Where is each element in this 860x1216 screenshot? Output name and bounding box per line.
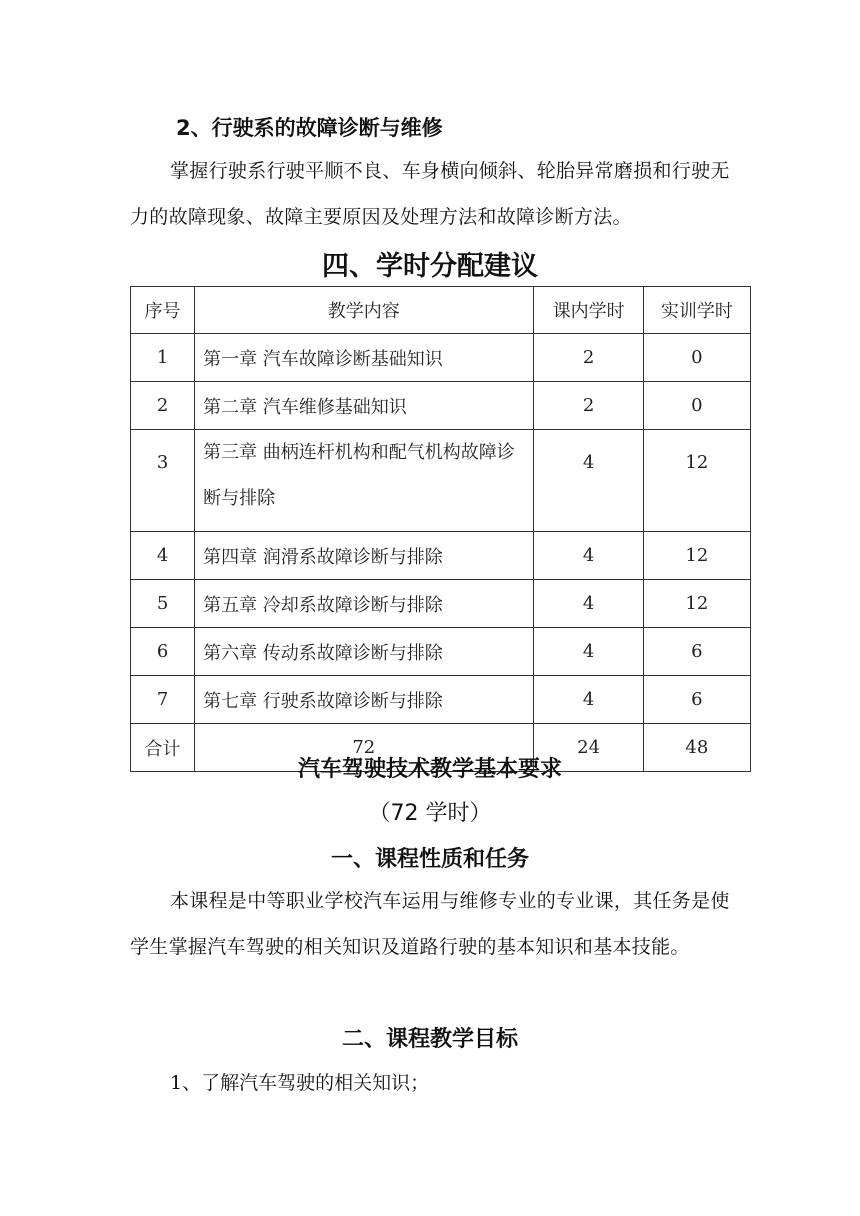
section-one-heading: 一、课程性质和任务 [330, 847, 529, 872]
row-content: 第六章 传动系故障诊断与排除 [195, 628, 534, 676]
table-row [131, 628, 751, 676]
row-content: 第七章 行驶系故障诊断与排除 [195, 676, 534, 724]
row-content: 第一章 汽车故障诊断基础知识 [195, 334, 534, 382]
row-content: 第四章 润滑系故障诊断与排除 [195, 532, 534, 580]
section-paragraph: 掌握行驶系行驶平顺不良、车身横向倾斜、轮胎异常磨损和行驶无力的故障现象、故障主要原因及处理方法和故障诊断方法。 [130, 160, 730, 228]
row-practice-hours: 6 [643, 676, 750, 724]
row-class-hours: 4 [534, 580, 643, 628]
row-class-hours: 4 [534, 532, 643, 580]
row-practice-hours: 0 [643, 334, 750, 382]
header-practice-hours: 实训学时 [643, 287, 750, 334]
row-practice-hours: 12 [643, 430, 750, 532]
document-hours: （72 学时） [368, 801, 492, 826]
row-number: 7 [131, 676, 195, 724]
table-row [131, 430, 751, 532]
row-number: 5 [131, 580, 195, 628]
table-row [131, 580, 751, 628]
table-row [131, 382, 751, 430]
table-row [131, 334, 751, 382]
header-content: 教学内容 [195, 287, 534, 334]
row-class-hours: 4 [534, 628, 643, 676]
row-number: 4 [131, 532, 195, 580]
row-practice-hours: 6 [643, 628, 750, 676]
row-practice-hours: 12 [643, 532, 750, 580]
total-class-hours: 24 [534, 724, 643, 772]
row-content: 第二章 汽车维修基础知识 [195, 382, 534, 430]
row-class-hours: 2 [534, 334, 643, 382]
row-class-hours: 4 [534, 430, 643, 532]
section-four-heading: 四、学时分配建议 [322, 251, 538, 282]
hours-allocation-table [130, 286, 751, 772]
section-one-paragraph: 本课程是中等职业学校汽车运用与维修专业的专业课，其任务是使学生掌握汽车驾驶的相关知识及道路行驶的基本知识和基本技能。 [130, 890, 730, 958]
section-subheading: 2、行驶系的故障诊断与维修 [176, 116, 443, 140]
row-number: 1 [131, 334, 195, 382]
table-row [131, 676, 751, 724]
row-practice-hours: 12 [643, 580, 750, 628]
row-class-hours: 2 [534, 382, 643, 430]
header-number: 序号 [131, 287, 195, 334]
total-practice-hours: 48 [643, 724, 750, 772]
table-header-row [131, 287, 751, 334]
row-practice-hours: 0 [643, 382, 750, 430]
table-row [131, 532, 751, 580]
row-content: 第三章 曲柄连杆机构和配气机构故障诊断与排除 [195, 430, 534, 532]
row-class-hours: 4 [534, 676, 643, 724]
row-number: 6 [131, 628, 195, 676]
row-number: 2 [131, 382, 195, 430]
document-title: 汽车驾驶技术教学基本要求 [297, 757, 562, 782]
goal-list-item: 1、了解汽车驾驶的相关知识； [170, 1072, 430, 1094]
row-content: 第五章 冷却系故障诊断与排除 [195, 580, 534, 628]
total-label: 合计 [131, 724, 195, 772]
header-class-hours: 课内学时 [534, 287, 643, 334]
row-number: 3 [131, 430, 195, 532]
total-content: 72 [195, 724, 534, 772]
section-two-heading: 二、课程教学目标 [341, 1027, 518, 1052]
